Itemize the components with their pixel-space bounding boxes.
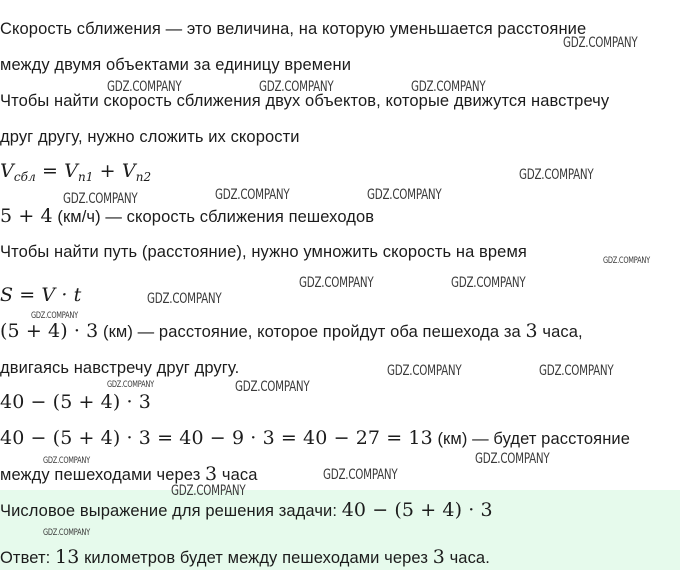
definition-line-1: Скорость сближения — это величина, на которую уменьшается расстояние: [0, 20, 587, 38]
watermark-logo: GDZ.COMPANY: [63, 191, 138, 207]
watermark-logo: GDZ.COMPANY: [519, 167, 594, 183]
watermark-logo: GDZ.COMPANY: [147, 291, 222, 307]
watermark-logo: GDZ.COMPANY: [235, 379, 310, 395]
watermark-logo: GDZ.COMPANY: [107, 380, 154, 390]
watermark-logo: GDZ.COMPANY: [563, 35, 638, 51]
watermark-logo: GDZ.COMPANY: [43, 528, 90, 538]
watermark-logo: GDZ.COMPANY: [603, 256, 650, 266]
answer-expression-line: Числовое выражение для решения задачи: 40 − (5 + 4) · 3: [0, 499, 493, 521]
definition-line-2: между двумя объектами за единицу времени: [0, 56, 352, 74]
watermark-logo: GDZ.COMPANY: [367, 187, 442, 203]
watermark-logo: GDZ.COMPANY: [259, 79, 334, 95]
distance-calculation-line-2: двигаясь навстречу друг другу.: [0, 359, 240, 377]
expression-line: 40 − (5 + 4) · 3: [0, 391, 151, 413]
rule-closing-speed-line-1: Чтобы найти скорость сближения двух объектов, которые движутся навстречу: [0, 92, 610, 110]
watermark-logo: GDZ.COMPANY: [171, 483, 246, 499]
watermark-logo: GDZ.COMPANY: [43, 456, 90, 466]
watermark-logo: GDZ.COMPANY: [387, 363, 462, 379]
distance-calculation-line-1: (5 + 4) · 3 (км) — расстояние, которое пройдут оба пешехода за 3 часа,: [0, 320, 583, 342]
formula-closing-speed: $V_{сбл} = V_{n1} + V_{n2}$: [0, 160, 152, 184]
rule-distance: Чтобы найти путь (расстояние), нужно умножить скорость на время: [0, 243, 527, 261]
watermark-logo: GDZ.COMPANY: [31, 311, 78, 321]
watermark-logo: GDZ.COMPANY: [299, 275, 374, 291]
evaluation-line-2: между пешеходами через 3 часа: [0, 463, 258, 485]
watermark-logo: GDZ.COMPANY: [215, 187, 290, 203]
formula-distance: S = V · t: [0, 284, 82, 306]
watermark-logo: GDZ.COMPANY: [475, 451, 550, 467]
watermark-logo: GDZ.COMPANY: [411, 79, 486, 95]
watermark-logo: GDZ.COMPANY: [451, 275, 526, 291]
evaluation-line-1: 40 − (5 + 4) · 3 = 40 − 9 · 3 = 40 − 27 = 13 (км) — будет расстояние: [0, 427, 631, 449]
watermark-logo: GDZ.COMPANY: [323, 467, 398, 483]
rule-closing-speed-line-2: друг другу, нужно сложить их скорости: [0, 128, 300, 146]
watermark-logo: GDZ.COMPANY: [107, 79, 182, 95]
watermark-logo: GDZ.COMPANY: [539, 363, 614, 379]
answer-line: Ответ: 13 километров будет между пешеходами через 3 часа.: [0, 546, 490, 568]
closing-speed-calculation: 5 + 4 (км/ч) — скорость сближения пешеходов: [0, 205, 375, 227]
